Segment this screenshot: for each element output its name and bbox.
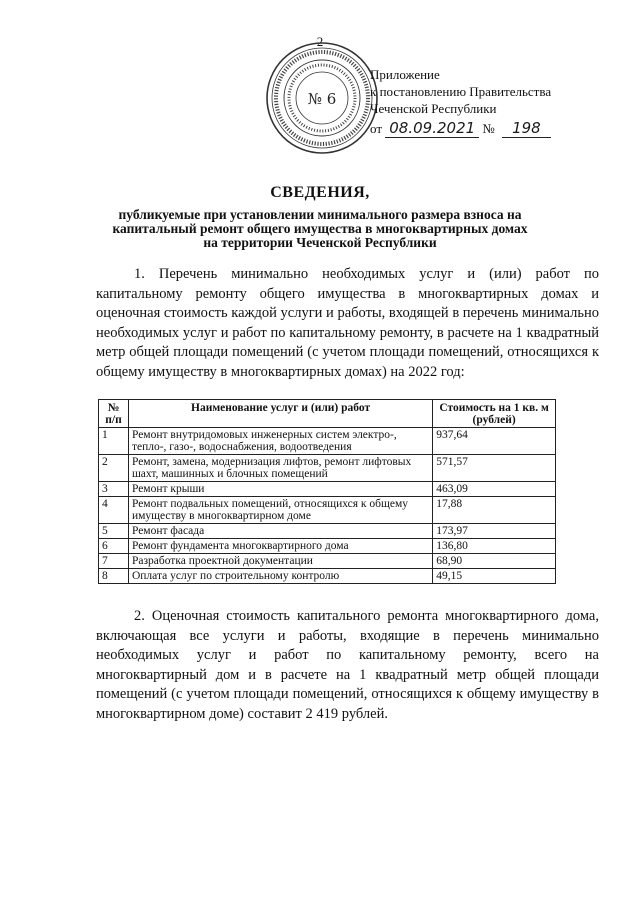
row-price: 571,57 — [433, 455, 556, 482]
annex-date-line — [370, 120, 551, 137]
row-price: 937,64 — [433, 428, 556, 455]
official-seal-stamp — [264, 40, 383, 156]
header-number: № п/п — [99, 400, 129, 428]
row-name: Ремонт фасада — [128, 524, 432, 539]
row-name: Ремонт подвальных помещений, относящихся к общему имуществу в многоквартирном доме — [128, 497, 432, 524]
page-number: 2 — [316, 34, 324, 49]
header-name: Наименование услуг и (или) работ — [128, 400, 432, 428]
annex-line-3: Чеченской Республики — [370, 101, 497, 116]
row-name: Оплата услуг по строительному контролю — [128, 569, 432, 584]
header-price: Стоимость на 1 кв. м (рублей) — [433, 400, 556, 428]
table-row — [99, 539, 556, 554]
number-prefix: № — [482, 121, 495, 136]
annex-line-2: к постановлению Правительства — [370, 84, 552, 99]
row-price: 173,97 — [433, 524, 556, 539]
row-number: 3 — [99, 482, 129, 497]
annex-title: Приложение — [370, 67, 440, 82]
table-row — [99, 455, 556, 482]
row-name: Разработка проектной документации — [128, 554, 432, 569]
row-number: 1 — [99, 428, 129, 455]
handwritten-date: 08.09.2021 — [385, 119, 479, 138]
row-number: 4 — [99, 497, 129, 524]
row-name: Ремонт, замена, модернизация лифтов, ремонт лифтовых шахт, машинных и блочных помещений — [128, 455, 432, 482]
row-price: 68,90 — [433, 554, 556, 569]
row-number: 6 — [99, 539, 129, 554]
row-number: 5 — [99, 524, 129, 539]
row-price: 463,09 — [433, 482, 556, 497]
row-price: 136,80 — [433, 539, 556, 554]
table-header-row — [99, 400, 556, 428]
document-title: СВЕДЕНИЯ, — [270, 184, 370, 201]
table-row — [99, 482, 556, 497]
paragraph-2: 2. Оценочная стоимость капитального ремонта многоквартирного дома, включающая все услуги и работы, входящие в перечень минимально необходимых услуг и работ по капитальному ремонту, всего на многоквартирный дом и в расчете на 1 квадратный метр общей площади помещений (с учетом площади помещений, относящихся к общему имуществу в многоквартирном доме) составит 2 419 рублей. — [96, 608, 599, 722]
row-price: 49,15 — [433, 569, 556, 584]
annex-header — [370, 66, 551, 137]
row-price: 17,88 — [433, 497, 556, 524]
table-row — [99, 524, 556, 539]
row-name: Ремонт крыши — [128, 482, 432, 497]
table-row — [99, 569, 556, 584]
paragraph-1: 1. Перечень минимально необходимых услуг и (или) работ по капитальному ремонту общего имущества в многоквартирных домах и оценочная стоимость каждой услуги и работы, входящей в перечень минимально необходимых услуг и работ по капитальному ремонту, в расчете на 1 квадратный метр общей площади помещений (с учетом площади помещений, относящихся к общему имуществу в многоквартирных домах) на 2022 год: — [96, 266, 599, 380]
table-row — [99, 497, 556, 524]
document-subtitle: публикуемые при установлении минимального размера взноса на капитальный ремонт общего имущества в многоквартирных домах на территории Чеченской Республики — [112, 207, 528, 250]
row-name: Ремонт фундамента многоквартирного дома — [128, 539, 432, 554]
costs-table — [98, 399, 556, 584]
row-number: 7 — [99, 554, 129, 569]
date-prefix: от — [370, 121, 383, 136]
row-number: 8 — [99, 569, 129, 584]
row-name: Ремонт внутридомовых инженерных систем электро-, тепло-, газо-, водоснабжения, водоотведения — [128, 428, 432, 455]
row-number: 2 — [99, 455, 129, 482]
handwritten-number: 198 — [502, 119, 551, 138]
table-row — [99, 554, 556, 569]
seal-number: № 6 — [307, 90, 337, 108]
table-row — [99, 428, 556, 455]
